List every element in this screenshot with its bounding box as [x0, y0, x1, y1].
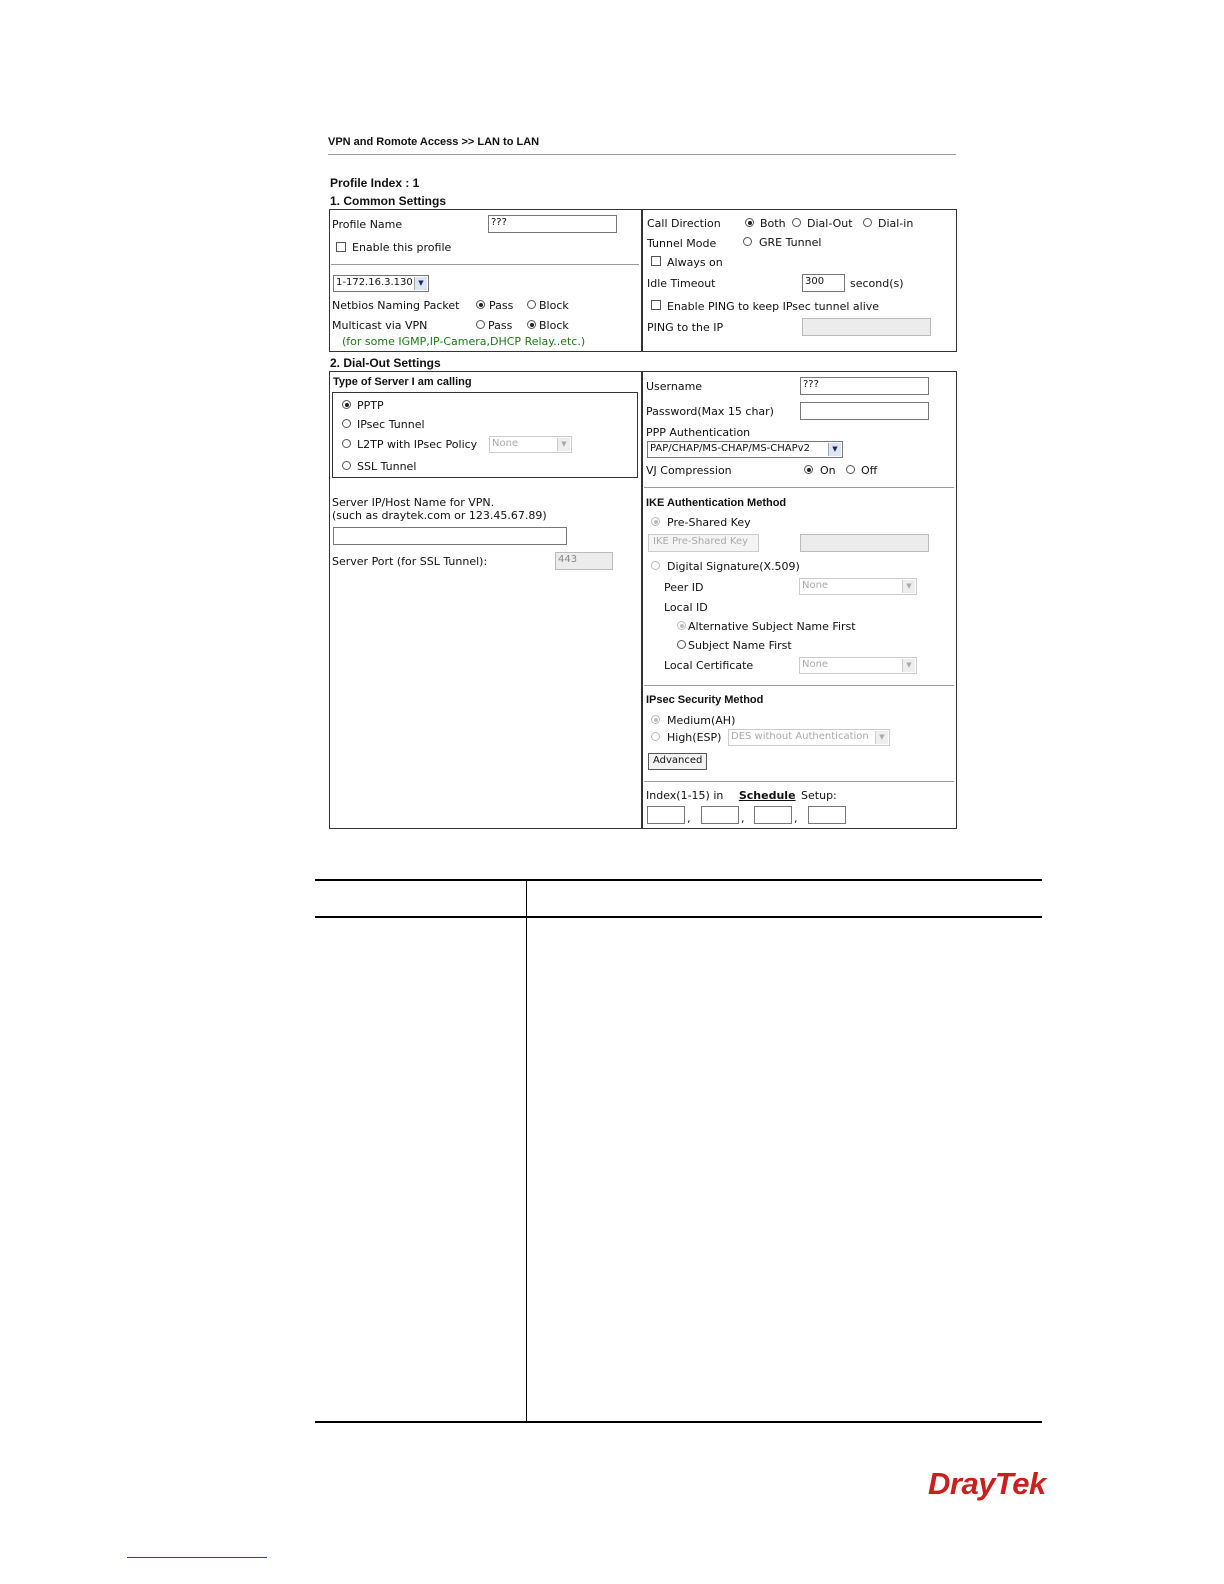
- netbios-label: Netbios Naming Packet: [332, 299, 460, 312]
- high-esp-label: High(ESP): [667, 731, 722, 744]
- call-both-radio[interactable]: [745, 218, 754, 227]
- netbios-pass-radio[interactable]: [476, 300, 485, 309]
- multicast-note: (for some IGMP,IP-Camera,DHCP Relay..etc.): [342, 335, 586, 348]
- multicast-pass-label: Pass: [488, 319, 513, 332]
- dialout-divider: [641, 371, 643, 829]
- pptp-radio[interactable]: [342, 400, 351, 409]
- ipsec-divider: [644, 781, 954, 782]
- gre-tunnel-radio[interactable]: [743, 237, 752, 246]
- ike-divider: [644, 685, 954, 686]
- server-ip-example: (such as draytek.com or 123.45.67.89): [332, 509, 547, 522]
- local-cert-label: Local Certificate: [664, 659, 754, 672]
- footer-link-underline: [127, 1557, 267, 1558]
- chevron-down-icon: ▼: [557, 438, 570, 451]
- idle-timeout-label: Idle Timeout: [647, 277, 716, 290]
- ip-select[interactable]: [333, 275, 429, 292]
- call-dialout-label: Dial-Out: [807, 217, 853, 230]
- ppp-auth-select[interactable]: [647, 441, 843, 458]
- call-direction-label: Call Direction: [647, 217, 721, 230]
- subject-name-label: Subject Name First: [688, 639, 792, 652]
- ssl-tunnel-radio[interactable]: [342, 461, 351, 470]
- breadcrumb: VPN and Romote Access >> LAN to LAN: [328, 136, 540, 148]
- vj-divider: [644, 487, 954, 488]
- local-cert-value: None: [802, 659, 829, 670]
- common-left-divider: [331, 264, 639, 265]
- ipsec-security-title: IPsec Security Method: [646, 694, 764, 706]
- local-cert-select[interactable]: [799, 657, 917, 674]
- netbios-block-label: Block: [539, 299, 569, 312]
- alt-subject-label: Alternative Subject Name First: [688, 620, 856, 633]
- enable-profile-checkbox[interactable]: [336, 242, 346, 252]
- server-ip-label: Server IP/Host Name for VPN.: [332, 496, 495, 509]
- table-top-rule: [315, 879, 1042, 881]
- vj-compression-label: VJ Compression: [646, 464, 732, 477]
- vj-on-label: On: [820, 464, 836, 477]
- index-label-post: Setup:: [801, 789, 837, 802]
- l2tp-policy-select[interactable]: [489, 436, 572, 453]
- chevron-down-icon: ▼: [875, 731, 888, 744]
- digital-signature-label: Digital Signature(X.509): [667, 560, 800, 573]
- enable-profile-label: Enable this profile: [352, 241, 452, 254]
- ike-psk-button[interactable]: IKE Pre-Shared Key: [648, 534, 759, 552]
- index-label-pre: Index(1-15) in: [646, 789, 724, 802]
- vj-off-radio[interactable]: [846, 465, 855, 474]
- table-bottom-rule: [315, 1421, 1042, 1423]
- table-column-divider: [526, 879, 527, 1423]
- ping-ip-input[interactable]: [802, 318, 931, 336]
- ping-ip-label: PING to the IP: [647, 321, 724, 334]
- call-dialout-radio[interactable]: [792, 218, 801, 227]
- call-dialin-label: Dial-in: [878, 217, 914, 230]
- ssl-tunnel-label: SSL Tunnel: [357, 460, 417, 473]
- server-type-title: Type of Server I am calling: [333, 376, 472, 388]
- esp-value: DES without Authentication: [731, 731, 869, 742]
- chevron-down-icon: ▼: [902, 659, 915, 672]
- breadcrumb-divider: [328, 154, 956, 155]
- medium-ah-radio[interactable]: [651, 715, 660, 724]
- multicast-block-radio[interactable]: [527, 320, 536, 329]
- digital-signature-radio[interactable]: [651, 561, 660, 570]
- ppp-auth-label: PPP Authentication: [646, 426, 751, 439]
- ike-auth-title: IKE Authentication Method: [646, 497, 787, 509]
- l2tp-policy-value: None: [492, 438, 519, 449]
- dialout-settings-title: 2. Dial-Out Settings: [330, 356, 441, 370]
- seconds-label: second(s): [850, 277, 904, 290]
- psk-label: Pre-Shared Key: [667, 516, 751, 529]
- alt-subject-radio[interactable]: [677, 621, 686, 630]
- chevron-down-icon: ▼: [828, 443, 841, 456]
- profile-name-input[interactable]: ???: [488, 215, 617, 233]
- profile-index: Profile Index : 1: [330, 176, 420, 190]
- username-input[interactable]: ???: [800, 377, 929, 395]
- schedule-index-4[interactable]: [808, 806, 846, 824]
- high-esp-radio[interactable]: [651, 732, 660, 741]
- server-port-input[interactable]: 443: [555, 552, 613, 570]
- pptp-label: PPTP: [357, 399, 384, 412]
- username-label: Username: [646, 380, 703, 393]
- profile-name-label: Profile Name: [332, 218, 403, 231]
- always-on-label: Always on: [667, 256, 723, 269]
- enable-ping-checkbox[interactable]: [651, 300, 661, 310]
- call-both-label: Both: [760, 217, 786, 230]
- common-divider: [641, 209, 643, 352]
- draytek-logo: DrayTek: [928, 1466, 1046, 1501]
- local-id-label: Local ID: [664, 601, 708, 614]
- advanced-button[interactable]: Advanced: [648, 753, 707, 770]
- l2tp-label: L2TP with IPsec Policy: [357, 438, 478, 451]
- index-label: [646, 789, 837, 802]
- ppp-auth-value: PAP/CHAP/MS-CHAP/MS-CHAPv2: [650, 443, 810, 454]
- schedule-index-2[interactable]: [701, 806, 739, 824]
- always-on-checkbox[interactable]: [651, 256, 661, 266]
- ip-select-value: 1-172.16.3.130: [336, 277, 413, 288]
- call-dialin-radio[interactable]: [863, 218, 872, 227]
- server-ip-input[interactable]: [333, 527, 567, 545]
- vj-on-radio[interactable]: [804, 465, 813, 474]
- common-settings-title: 1. Common Settings: [330, 194, 447, 208]
- peer-id-value: None: [802, 580, 829, 591]
- subject-name-radio[interactable]: [677, 640, 686, 649]
- peer-id-select[interactable]: [799, 578, 917, 595]
- password-input[interactable]: [800, 402, 929, 420]
- ike-psk-input[interactable]: [800, 534, 929, 552]
- netbios-pass-label: Pass: [489, 299, 514, 312]
- tunnel-mode-label: Tunnel Mode: [647, 237, 717, 250]
- schedule-index-3[interactable]: [754, 806, 792, 824]
- multicast-label: Multicast via VPN: [332, 319, 428, 332]
- esp-select[interactable]: [728, 729, 890, 746]
- ipsec-tunnel-label: IPsec Tunnel: [357, 418, 425, 431]
- chevron-down-icon: ▼: [414, 277, 427, 290]
- multicast-pass-radio[interactable]: [476, 320, 485, 329]
- gre-tunnel-label: GRE Tunnel: [759, 236, 822, 249]
- comma-3: ,: [794, 812, 798, 825]
- password-label: Password(Max 15 char): [646, 405, 774, 418]
- ipsec-tunnel-radio[interactable]: [342, 419, 351, 428]
- server-port-label: Server Port (for SSL Tunnel):: [332, 555, 488, 568]
- psk-radio[interactable]: [651, 517, 660, 526]
- chevron-down-icon: ▼: [902, 580, 915, 593]
- vj-off-label: Off: [861, 464, 878, 477]
- schedule-index-1[interactable]: [647, 806, 685, 824]
- peer-id-label: Peer ID: [664, 581, 704, 594]
- netbios-block-radio[interactable]: [527, 300, 536, 309]
- schedule-link[interactable]: Schedule: [738, 789, 796, 802]
- comma-1: ,: [687, 812, 691, 825]
- table-header-rule: [315, 916, 1042, 918]
- l2tp-radio[interactable]: [342, 439, 351, 448]
- enable-ping-label: Enable PING to keep IPsec tunnel alive: [667, 300, 880, 313]
- medium-ah-label: Medium(AH): [667, 714, 736, 727]
- idle-timeout-input[interactable]: 300: [802, 274, 845, 292]
- multicast-block-label: Block: [539, 319, 569, 332]
- comma-2: ,: [741, 812, 745, 825]
